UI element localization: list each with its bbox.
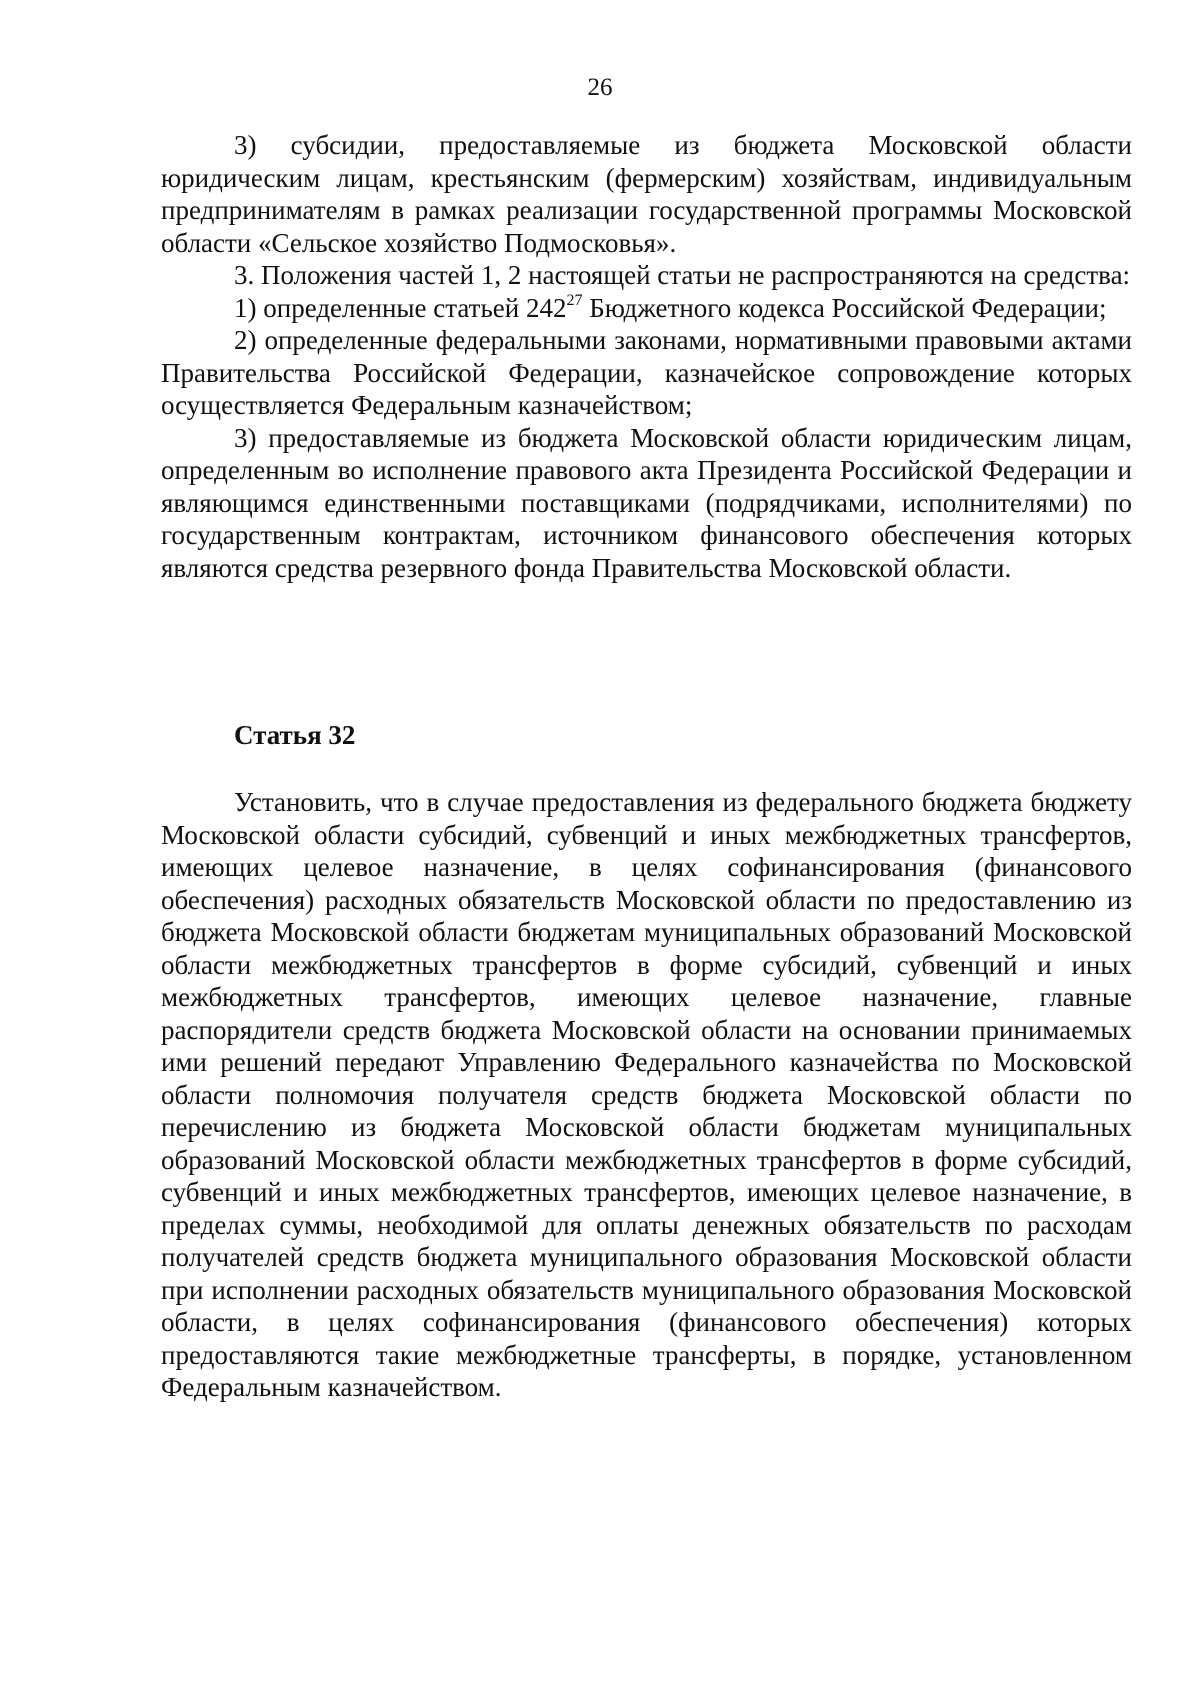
article-32-paragraph: Установить, что в случае предоставления из федерального бюджета бюджету Московской области субсидий, субвенций и иных межбюджетных трансфертов, имеющих целевое назначение, в целях софинансирования (финансового обеспечения) расходных обязательств Московской области по предоставлению из бюджета Московской области бюджетам муниципальных образований Московской области межбюджетных трансфертов в форме субсидий, субвенций и иных межбюджетных трансфертов, имеющих целевое назначение, главные распорядители средств бюджета Московской области на основании принимаемых ими решений передают Управлению Федерального казначейства по Московской области полномочия получателя средств бюджета Московской области по перечислению из бюджета Московской области бюджетам муниципальных образований Московской области межбюджетных трансфертов в форме субсидий, субвенций и иных межбюджетных трансфертов, имеющих целевое назначение, в пределах суммы, необходимой для оплаты денежных обязательств по расходам получателей средств бюджета муниципального образования Московской области при исполнении расходных обязательств муниципального образования Московской области, в целях софинансирования (финансового обеспечения) которых предоставляются такие межбюджетные трансферты, в порядке, установленном Федеральным казначейством. — [161, 787, 1132, 1402]
item-1-superscript: 27 — [566, 291, 583, 309]
article-32-body — [161, 786, 1132, 1404]
paragraph-part-3-intro: 3. Положения частей 1, 2 настоящей статьи не распространяются на средства: — [234, 260, 1131, 290]
paragraph-part-3-item-3: 3) предоставляемые из бюджета Московской области юридическим лицам, определенным во исполнение правового акта Президента Российской Федерации и являющимся единственными поставщиками (подрядчиками, исполнителями) по государственным контрактам, источником финансового обеспечения которых являются средства резервного фонда Правительства Московской области. — [161, 422, 1132, 583]
paragraph-subsidies-item-3: 3) субсидии, предоставляемые из бюджета Московской области юридическим лицам, крестьянским (фермерским) хозяйствам, индивидуальным предпринимателям в рамках реализации государственной программы Московской области «Сельское хозяйство Подмосковья». — [161, 130, 1132, 258]
paragraph-part-3-item-2: 2) определенные федеральными законами, нормативными правовыми актами Правительства Российской Федерации, казначейское сопровождение которых осуществляется Федеральным казначейством; — [161, 325, 1132, 420]
article-32-heading: Статья 32 — [234, 720, 356, 750]
item-1-text-before: 1) определенные статьей 242 — [234, 292, 567, 323]
item-1-text-after: Бюджетного кодекса Российской Федерации; — [582, 292, 1107, 323]
article-31-continuation — [161, 129, 1132, 584]
page-number: 26 — [587, 74, 613, 101]
paragraph-part-3-item-1 — [161, 292, 1132, 325]
